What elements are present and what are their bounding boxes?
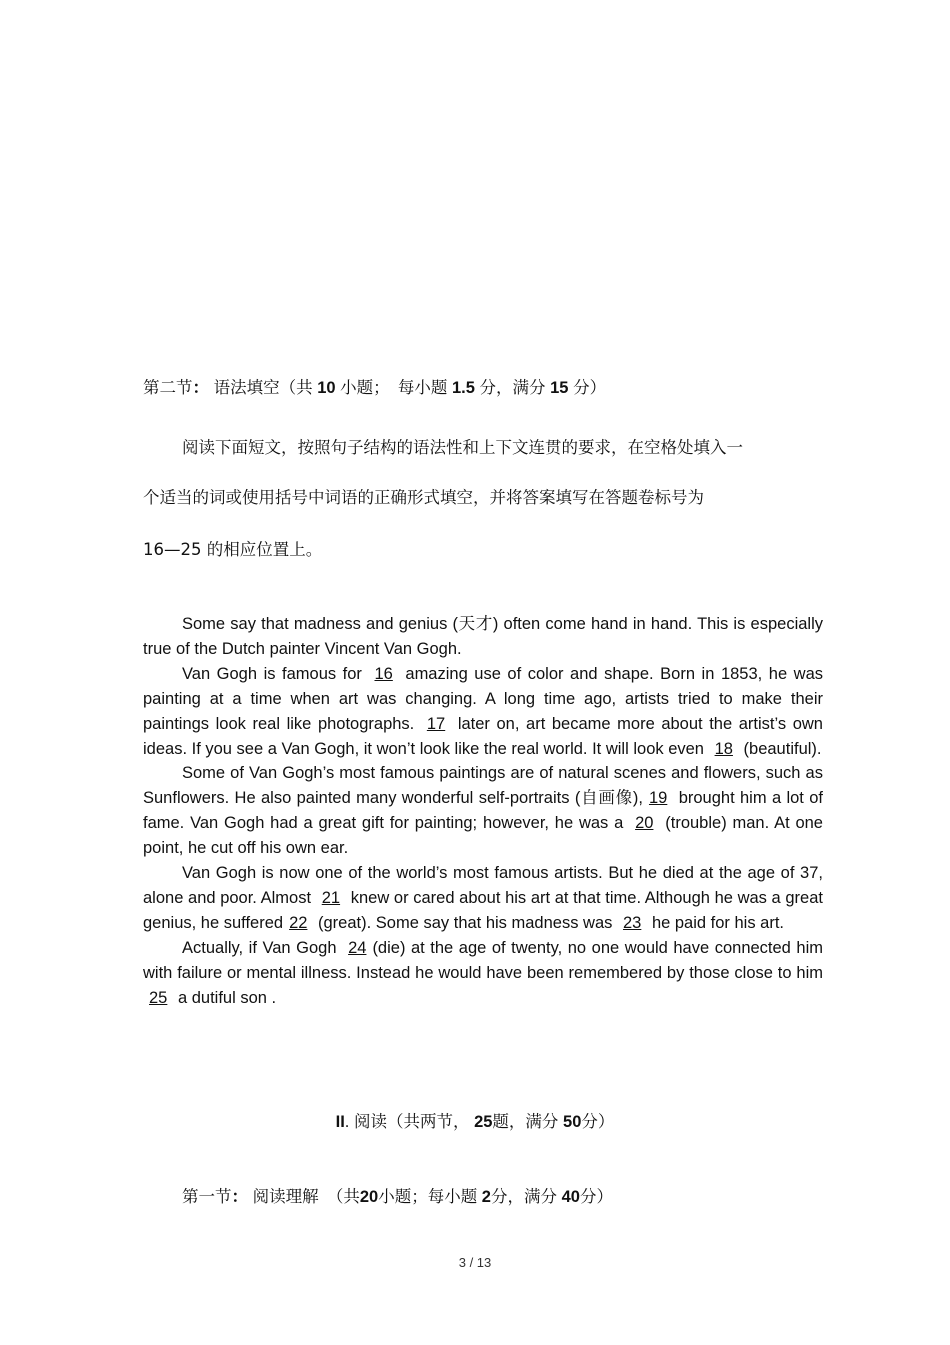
page-number: 3 / 13 <box>458 1255 492 1270</box>
heading-text: 分） <box>573 378 607 397</box>
heading-text: 分，满分 <box>479 378 546 397</box>
blank-20: 20 <box>635 814 654 833</box>
points-total: 50 <box>563 1113 582 1131</box>
passage-paragraph-1: Some say that madness and genius (天才) often come hand in hand. This is especially true of the Dutch painter Vincent Van Gogh. <box>143 615 823 658</box>
passage-paragraph-5: Actually, if Van Gogh 24 (die) at the age of twenty, no one would have connected him with failure or mental illness. Instead he would have been remembered by those close to him 25 a dutiful son . <box>143 938 823 1007</box>
heading-text: 分，满分 <box>490 1187 557 1206</box>
passage-paragraph-2: Van Gogh is famous for 16 amazing use of color and shape. Born in 1853, he was painting at a time when art was changing. A long time ago, artists tried to make their paintings look real like photographs. 17 later on, art became more about the artist’s own ideas. If you see a Van Gogh, it won’t look like the real world. It will look even 18 (beautiful). <box>143 664 823 758</box>
heading-prefix: 第一节 <box>182 1187 232 1206</box>
heading-prefix: 第二节 <box>143 378 193 397</box>
blank-25: 25 <box>149 988 168 1007</box>
blank-21: 21 <box>321 888 341 907</box>
passage-paragraph-3: Some of Van Gogh’s most famous paintings are of natural scenes and flowers, such as Sunflowers. He also painted many wonderful self-portraits (自画像), 19 brought him a lot of fame. Van Gogh had a great gift for painting; however, he was a 20 (trouble) man. At one point, he cut off his own ear. <box>143 764 824 858</box>
part-heading-reading: II. 阅读（共两节， 25题，满分 50分） <box>335 1112 615 1131</box>
instruction-line-1: 阅读下面短文，按照句子结构的语法性和上下文连贯的要求，在空格处填入一 <box>182 438 743 457</box>
heading-colon: ： <box>231 1188 248 1206</box>
heading-text: 分） <box>581 1112 615 1131</box>
points-each: 2 <box>481 1188 491 1206</box>
section-heading-grammar <box>143 374 606 398</box>
heading-text: 小题； 每小题 <box>340 378 448 397</box>
question-count: 10 <box>317 379 336 397</box>
points-total: 15 <box>550 379 569 397</box>
question-count: 20 <box>359 1188 379 1206</box>
instruction-line-3: 16—25 的相应位置上。 <box>143 540 323 559</box>
blank-18: 18 <box>714 739 733 758</box>
heading-text: 题，满分 <box>492 1112 559 1131</box>
heading-text: 阅读（共两节， <box>353 1112 470 1131</box>
passage-paragraph-4: Van Gogh is now one of the world’s most famous artists. But he died at the age of 37, alone and poor. Almost 21 knew or cared about his art at that time. Although he was a great genius, he suffered 22 (great). Some say that his madness was 23 he paid for his art. <box>143 864 823 932</box>
points-total: 40 <box>561 1188 580 1206</box>
blank-19: 19 <box>648 789 668 808</box>
instruction-line-2: 个适当的词或使用括号中词语的正确形式填空，并将答案填写在答题卷标号为 <box>143 488 704 507</box>
blank-23: 23 <box>622 913 642 932</box>
section-heading-reading-comprehension <box>182 1183 613 1207</box>
points-each: 1.5 <box>451 379 475 397</box>
passage <box>143 612 823 1011</box>
blank-22: 22 <box>289 913 308 932</box>
heading-text: 语法填空（共 <box>213 378 313 397</box>
question-count: 25 <box>474 1113 493 1131</box>
part-numeral: II <box>335 1113 345 1131</box>
heading-text: 小题；每小题 <box>378 1187 478 1206</box>
heading-colon: ： <box>192 379 209 397</box>
heading-text: 分） <box>579 1187 613 1206</box>
blank-24: 24 <box>348 938 367 957</box>
blank-17: 17 <box>426 714 446 733</box>
blank-16: 16 <box>374 664 393 683</box>
heading-text: 阅读理解 （共 <box>252 1187 360 1206</box>
